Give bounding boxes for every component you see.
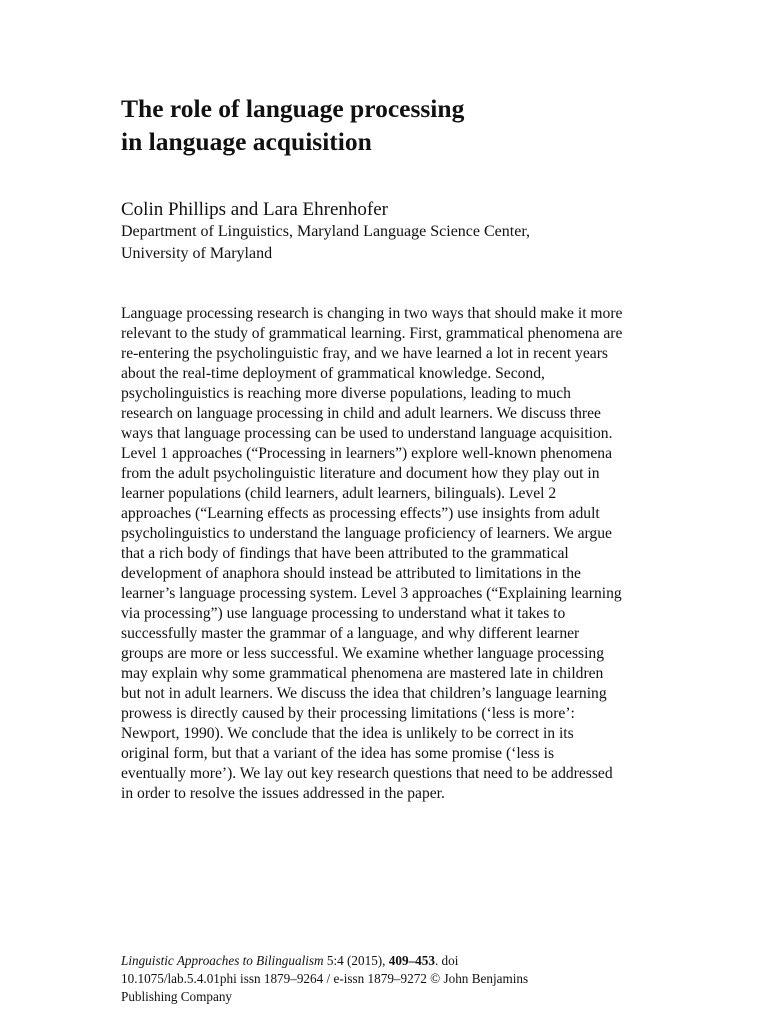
abstract-line: psycholinguistics to understand the language proficiency of learners. We argue [121,525,612,542]
citation-line-3: Publishing Company [121,989,233,1004]
abstract-line: Level 1 approaches (“Processing in learners”) explore well-known phenomena [121,445,613,462]
abstract-line: relevant to the study of grammatical learning. First, grammatical phenomena are [121,325,623,342]
citation-line-2: 10.1075/lab.5.4.01phi issn 1879–9264 / e-issn 1879–9272 © John Benjamins [121,971,529,986]
abstract-line: Newport, 1990). We conclude that the idea is unlikely to be correct in its [121,725,574,742]
affiliation-line-2: University of Maryland [121,245,273,262]
abstract-line: may explain why some grammatical phenomena are mastered late in children [121,665,604,682]
authors: Colin Phillips and Lara Ehrenhofer [121,199,388,220]
paper-title [121,92,681,158]
affiliation-line-1: Department of Linguistics, Maryland Language Science Center, [121,223,530,240]
abstract-line: learner populations (child learners, adult learners, bilinguals). Level 2 [121,485,557,502]
abstract-line: about the real-time deployment of grammatical knowledge. Second, [121,365,545,382]
abstract-line: ways that language processing can be used to understand language acquisition. [121,425,613,442]
abstract-line: via processing”) use language processing to understand what it takes to [121,605,566,622]
volume-year: 5:4 (2015), [323,953,389,968]
abstract-line: that a rich body of findings that have been attributed to the grammatical [121,545,569,562]
abstract-line: original form, but that a variant of the idea has some promise (‘less is [121,745,555,762]
abstract-line: eventually more’). We lay out key research questions that need to be addressed [121,765,613,782]
abstract-line: re-entering the psycholinguistic fray, and we have learned a lot in recent years [121,345,608,362]
abstract-line: in order to resolve the issues addressed in the paper. [121,785,445,802]
abstract-line: psycholinguistics is reaching more diverse populations, leading to much [121,385,571,402]
abstract-line: learner’s language processing system. Level 3 approaches (“Explaining learning [121,585,622,602]
abstract-line: Language processing research is changing in two ways that should make it more [121,305,623,322]
abstract-line: research on language processing in child and adult learners. We discuss three [121,405,601,422]
title-line-1: The role of language processing [121,94,465,123]
page-range: 409–453 [388,953,435,968]
abstract-line: successfully master the grammar of a language, and why different learner [121,625,580,642]
abstract-line: prowess is directly caused by their processing limitations (‘less is more’: [121,705,575,722]
abstract [121,304,721,804]
abstract-line: approaches (“Learning effects as processing effects”) use insights from adult [121,505,600,522]
abstract-line: development of anaphora should instead be attributed to limitations in the [121,565,581,582]
citation-line-1 [121,952,681,970]
doi-label: . doi [434,953,459,968]
journal-name: Linguistic Approaches to Bilingualism [121,953,324,968]
title-line-2: in language acquisition [121,127,372,156]
abstract-line: but not in adult learners. We discuss the idea that children’s language learning [121,685,607,702]
affiliation [121,221,530,265]
abstract-line: groups are more or less successful. We examine whether language processing [121,645,605,662]
citation [121,952,681,1006]
abstract-line: from the adult psycholinguistic literature and document how they play out in [121,465,600,482]
